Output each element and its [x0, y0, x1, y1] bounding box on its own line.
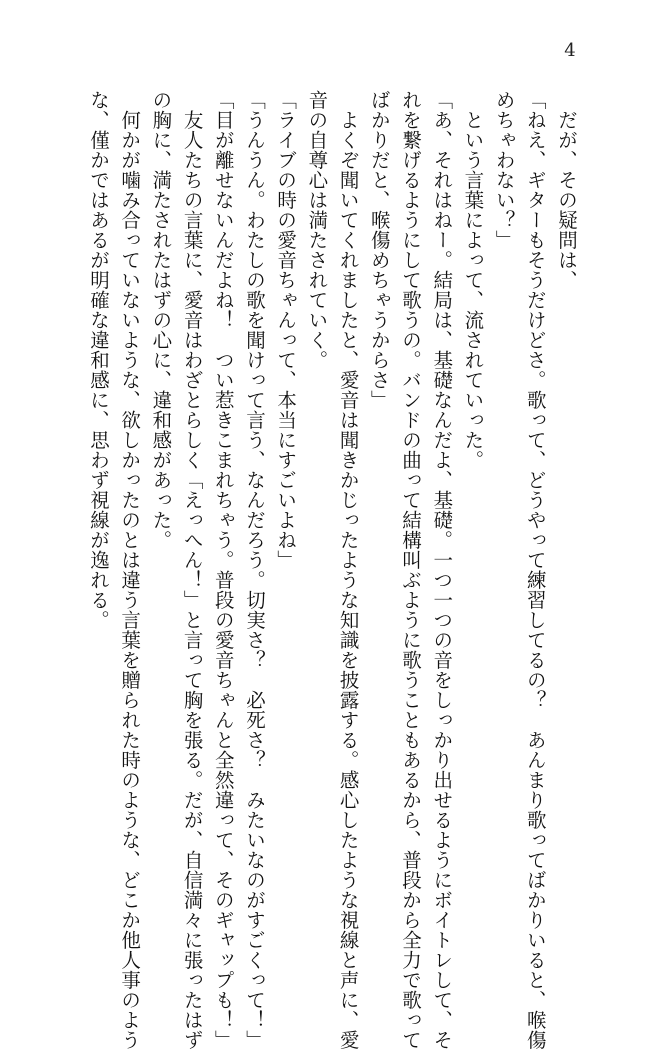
- text-line: よくぞ聞いてくれましたと、愛音は聞きかじったような知識を披露する。感心したような視線と声に、愛: [336, 90, 360, 1050]
- text-line: 「あ、それはねー。結局は、基礎なんだよ、基礎。一つ一つの音をしっかり出せるようにボイトレして、そ: [430, 90, 454, 1050]
- text-line: 「うんうん。わたしの歌を聞けって言う、なんだろう。切実さ？ 必死さ？ みたいなのがすごくって！」: [242, 90, 266, 1050]
- text-line: 何かが噛み合っていないような、欲しかったのとは違う言葉を贈られた時のような、どこか他人事のよう: [118, 90, 142, 1050]
- text-line: だが、その疑問は、: [555, 90, 578, 290]
- vertical-body-text: [86, 90, 582, 1050]
- text-line: な、僅かではあるが明確な違和感に、思わず視線が逸れる。: [86, 90, 110, 630]
- text-line: という言葉によって、流されていった。: [461, 90, 485, 470]
- text-line: めちゃわない？」: [492, 90, 516, 250]
- text-line: 友人たちの言葉に、愛音はわざとらしく「えっへん！」と言って胸を張る。だが、自信満々に張ったはず: [180, 90, 204, 1050]
- text-line: 音の自尊心は満たされていく。: [305, 90, 329, 370]
- text-line: 「目が離せないんだよね！ つい惹きこまれちゃう。普段の愛音ちゃんと全然違って、そのギャップも！」: [211, 90, 235, 1050]
- text-line: ばかりだと、喉傷めちゃうからさ」: [367, 90, 391, 410]
- text-line: 「ライブの時の愛音ちゃんって、本当にすごいよね」: [274, 90, 298, 570]
- page-number: 4: [564, 40, 576, 61]
- text-line: 「ねえ、ギターもそうだけどさ。歌って、どうやって練習してるの？ あんまり歌ってばかりいると、喉傷: [523, 90, 547, 1050]
- text-line: の胸に、満たされたはずの心に、違和感があった。: [149, 90, 173, 550]
- text-line: れを繋げるようにして歌うの。バンドの曲って結構叫ぶように歌うこともあるから、普段から全力で歌って: [398, 90, 422, 1050]
